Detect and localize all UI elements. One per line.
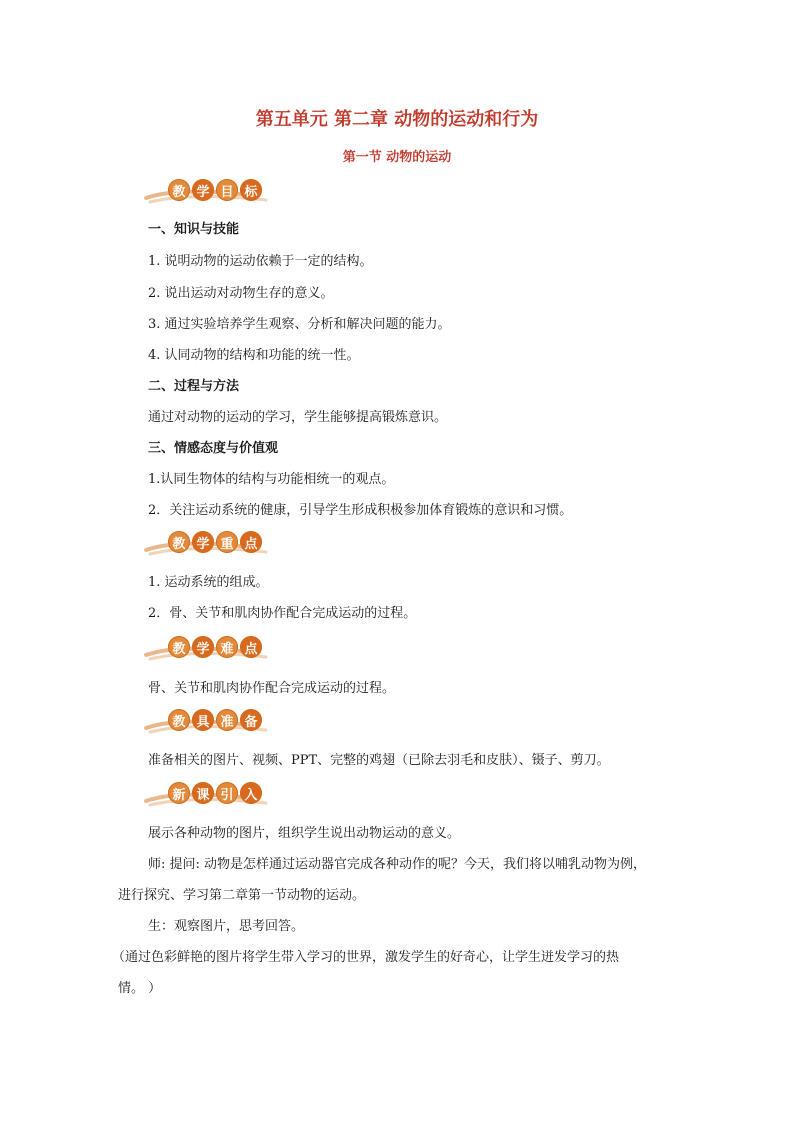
paragraph: 骨、关节和肌肉协作配合完成运动的过程。: [148, 681, 396, 696]
banner-char: 标: [240, 179, 262, 201]
banner-char: 难: [216, 636, 238, 658]
section-subtitle: 第一节 动物的运动: [342, 150, 452, 165]
banner-char: 教: [168, 709, 190, 731]
list-item: 3. 通过实验培养学生观察、分析和解决问题的能力。: [148, 317, 451, 332]
paragraph: 生：观察图片，思考回答。: [148, 919, 305, 934]
list-item: 4. 认同动物的结构和功能的统一性。: [148, 348, 360, 363]
paragraph: 展示各种动物的图片，组织学生说出动物运动的意义。: [148, 826, 461, 841]
banner-char: 重: [216, 531, 238, 553]
banner-char: 新: [168, 782, 190, 804]
banner-char: 具: [192, 709, 214, 731]
paragraph: 师: 提问: 动物是怎样通过运动器官完成各种动作的呢？今天，我们将以哺乳动物为例，: [148, 857, 647, 872]
list-item: 2. 说出运动对动物生存的意义。: [148, 286, 334, 301]
banner-teaching-goals: [140, 176, 280, 206]
banner-char: 备: [240, 709, 262, 731]
banner-char: 课: [192, 782, 214, 804]
list-item: 2．关注运动系统的健康，引导学生形成积极参加体育锻炼的意识和习惯。: [148, 503, 573, 518]
list-item: 1. 运动系统的组成。: [148, 575, 269, 590]
banner-char: 目: [216, 179, 238, 201]
banner-char: 准: [216, 709, 238, 731]
paragraph-continued: 情。 ）: [118, 981, 162, 996]
heading-knowledge: 一、知识与技能: [148, 222, 240, 237]
list-item: 2．骨、关节和肌肉协作配合完成运动的过程。: [148, 606, 417, 621]
banner-teaching-aids: [140, 706, 280, 736]
banner-new-lesson: [140, 779, 280, 809]
list-item: 1.认同生物体的结构与功能相统一的观点。: [148, 472, 395, 487]
paragraph-continued: 进行探究、学习第二章第一节动物的运动。: [118, 888, 366, 903]
heading-process: 二、过程与方法: [148, 379, 240, 394]
heading-attitude: 三、情感态度与价值观: [148, 441, 279, 456]
paragraph: （通过色彩鲜艳的图片将学生带入学习的世界，激发学生的好奇心，让学生迸发学习的热: [112, 950, 620, 965]
banner-char: 引: [216, 782, 238, 804]
list-item: 1. 说明动物的运动依赖于一定的结构。: [148, 254, 373, 269]
banner-key-points: [140, 528, 280, 558]
banner-char: 点: [240, 636, 262, 658]
document-title: 第五单元 第二章 动物的运动和行为: [255, 109, 539, 130]
paragraph: 通过对动物的运动的学习，学生能够提高锻炼意识。: [148, 410, 448, 425]
banner-char: 点: [240, 531, 262, 553]
banner-difficult-points: [140, 633, 280, 663]
banner-char: 入: [240, 782, 262, 804]
banner-char: 学: [192, 531, 214, 553]
banner-char: 教: [168, 636, 190, 658]
paragraph: 准备相关的图片、视频、PPT、完整的鸡翅（已除去羽毛和皮肤）、镊子、剪刀。: [148, 753, 610, 768]
banner-char: 学: [192, 636, 214, 658]
banner-char: 教: [168, 531, 190, 553]
banner-char: 教: [168, 179, 190, 201]
banner-char: 学: [192, 179, 214, 201]
